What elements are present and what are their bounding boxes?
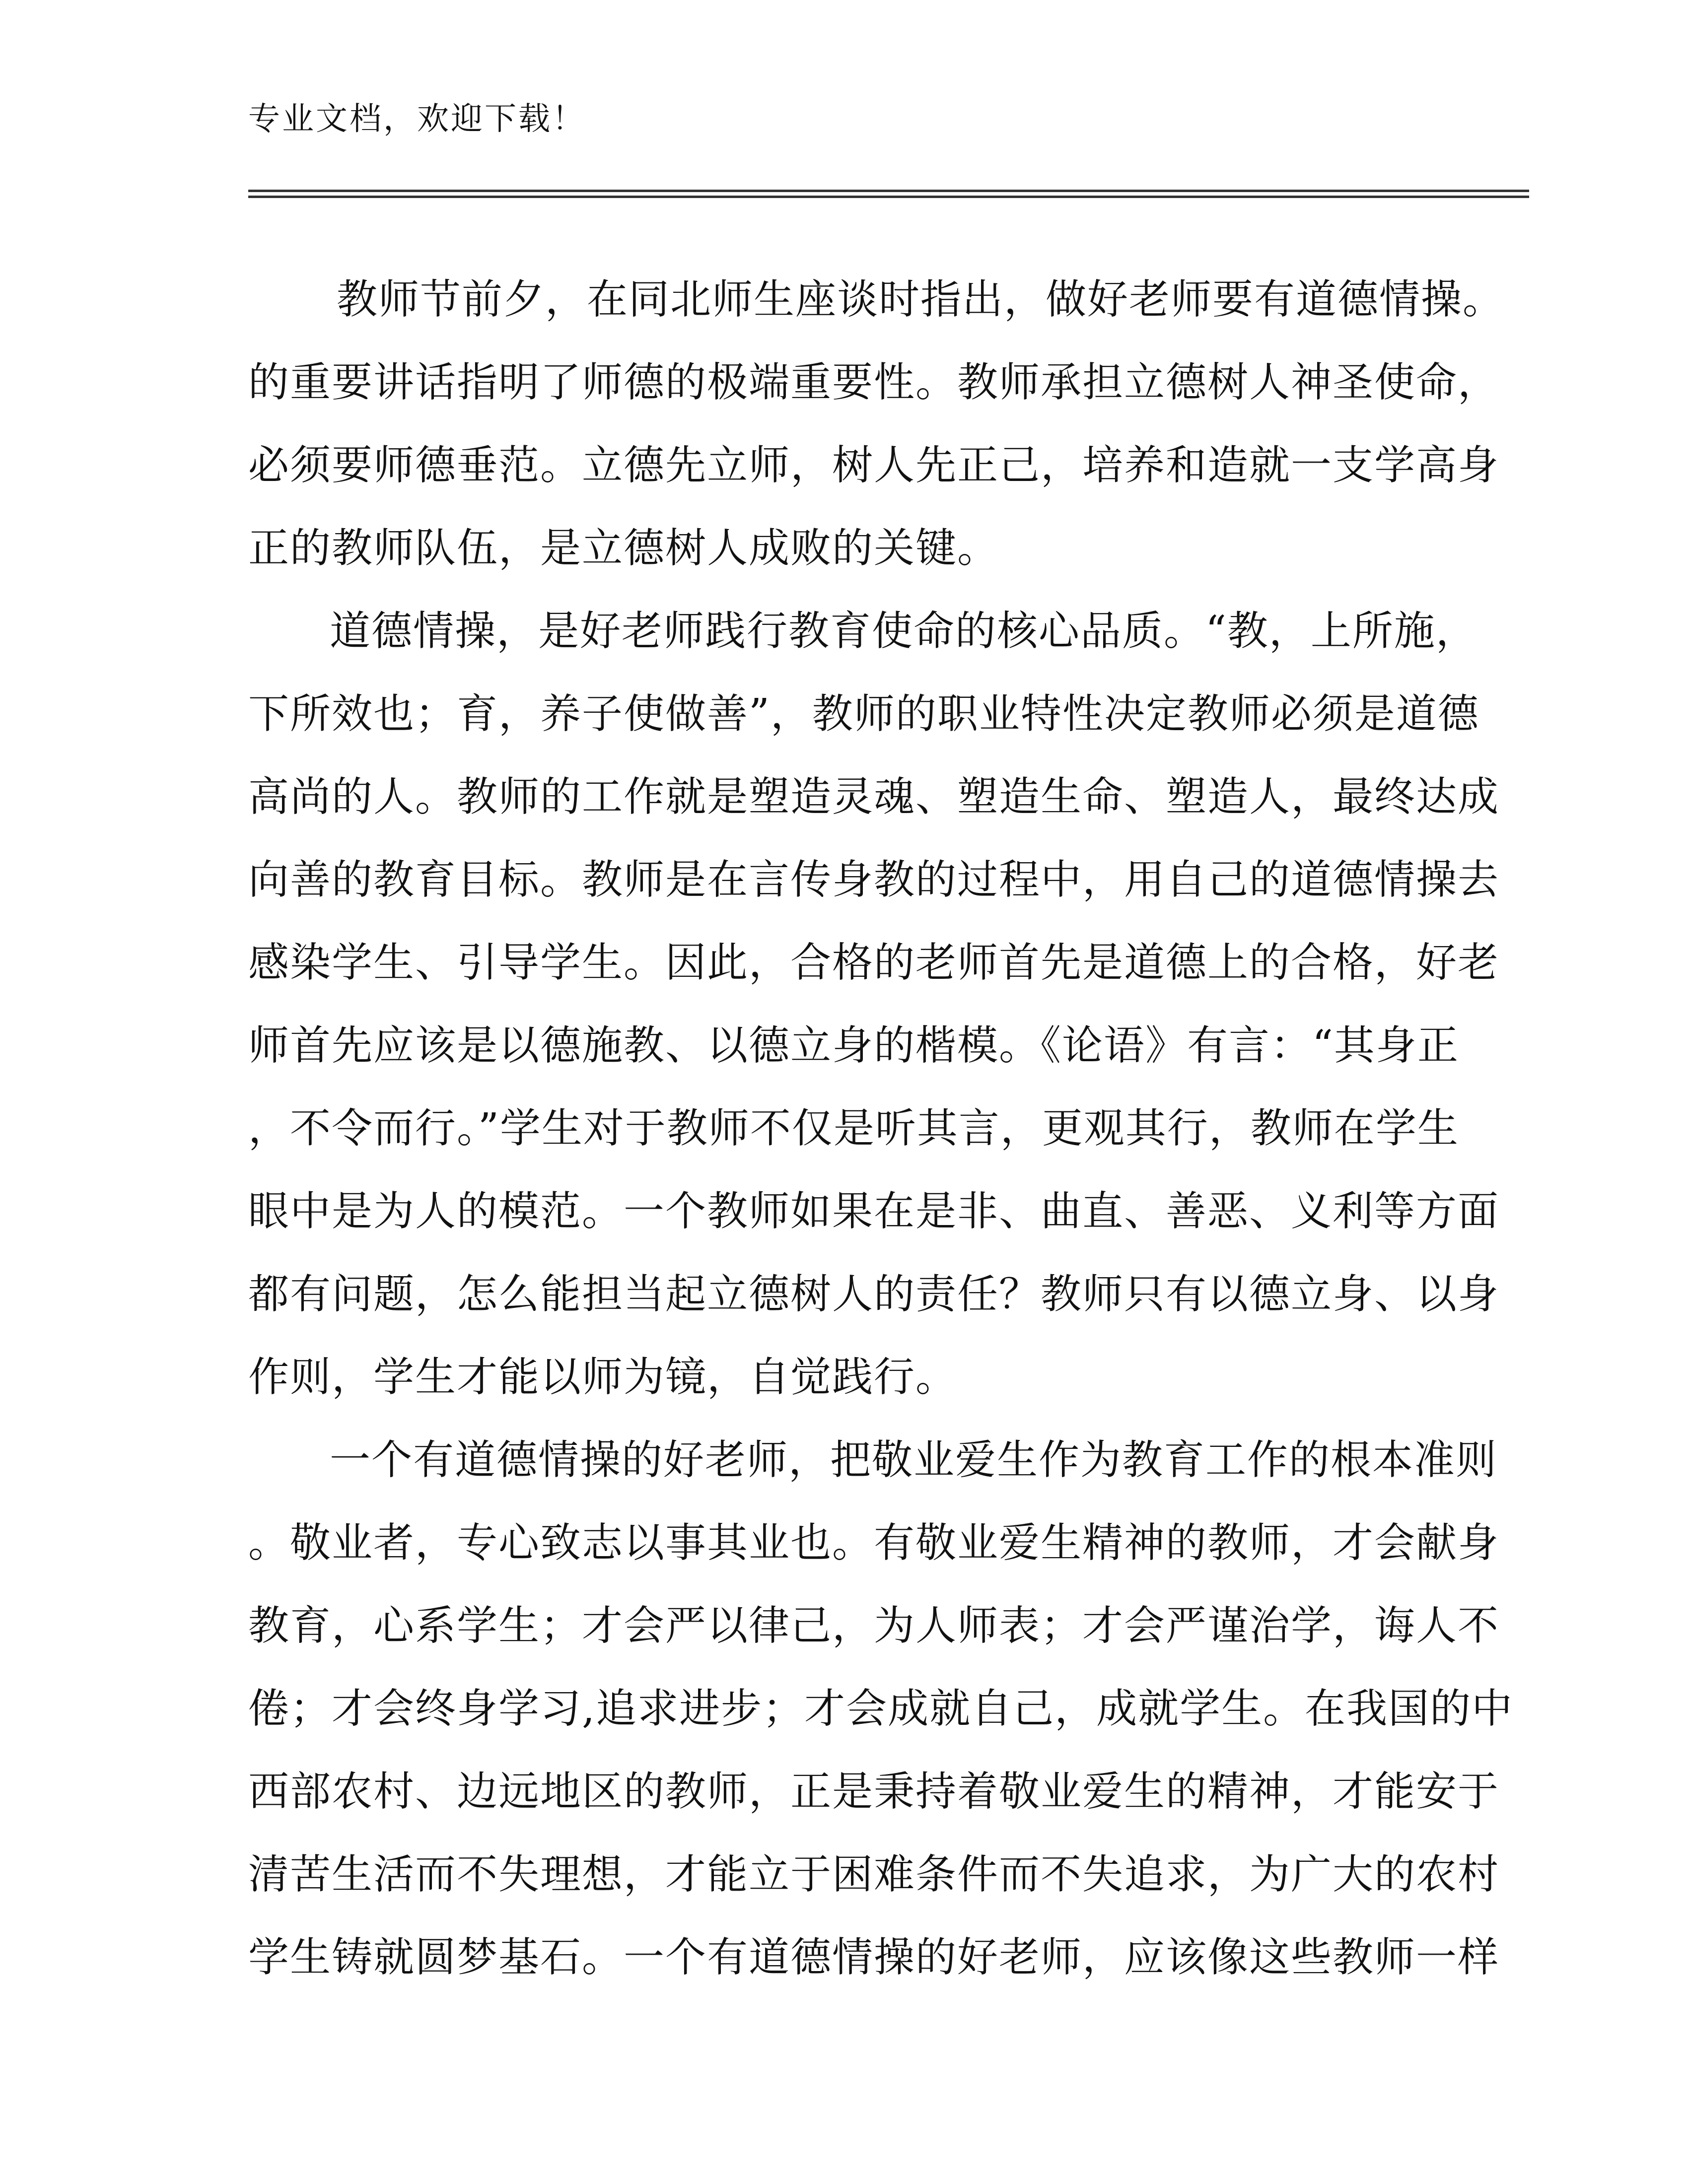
- paragraph-3-line-2: 。敬业者，专心致志以事其业也。有敬业爱生精神的教师，才会献身: [248, 1519, 1500, 1567]
- paragraph-3-line-5: 西部农村、边远地区的教师，正是秉持着敬业爱生的精神，才能安于: [248, 1768, 1500, 1815]
- paragraph-2-line-5: 感染学生、引导学生。因此，合格的老师首先是道德上的合格，好老: [248, 939, 1500, 986]
- paragraph-2-line-3: 高尚的人。教师的工作就是塑造灵魂、塑造生命、塑造人，最终达成: [248, 773, 1500, 820]
- paragraph-3-line-1: 一个有道德情操的好老师，把敬业爱生作为教育工作的根本准则: [330, 1436, 1498, 1484]
- paragraph-2-line-1: 道德情操，是好老师践行教育使命的核心品质。“教，上所施，: [330, 608, 1477, 655]
- paragraph-1-line-4: 正的教师队伍，是立德树人成败的关键。: [248, 525, 999, 572]
- paragraph-2-line-4: 向善的教育目标。教师是在言传身教的过程中，用自己的道德情操去: [248, 856, 1500, 903]
- paragraph-2-line-6: 师首先应该是以德施教、以德立身的楷模。《论语》有言：“其身正: [248, 1022, 1459, 1069]
- paragraph-1-line-2: 的重要讲话指明了师德的极端重要性。教师承担立德树人神圣使命，: [248, 359, 1500, 406]
- header-rule-bottom: [248, 196, 1529, 198]
- paragraph-2-line-10: 作则，学生才能以师为镜，自觉践行。: [248, 1354, 958, 1401]
- paragraph-2-line-9: 都有问题，怎么能担当起立德树人的责任？教师只有以德立身、以身: [248, 1271, 1500, 1318]
- paragraph-3-line-3: 教育，心系学生；才会严以律己，为人师表；才会严谨治学，诲人不: [248, 1602, 1500, 1649]
- paragraph-3-line-7: 学生铸就圆梦基石。一个有道德情操的好老师，应该像这些教师一样: [248, 1934, 1500, 1981]
- paragraph-1-line-3: 必须要师德垂范。立德先立师，树人先正己，培养和造就一支学高身: [248, 442, 1500, 489]
- paragraph-3-line-4: 倦；才会终身学习,追求进步；才会成就自己，成就学生。在我国的中: [248, 1685, 1514, 1732]
- header-rule-top: [248, 190, 1529, 192]
- paragraph-2-line-8: 眼中是为人的模范。一个教师如果在是非、曲直、善恶、义利等方面: [248, 1188, 1500, 1235]
- paragraph-2-line-2: 下所效也；育，养子使做善”，教师的职业特性决定教师必须是道德: [248, 690, 1479, 738]
- paragraph-2-line-7: ，不令而行。”学生对于教师不仅是听其言，更观其行，教师在学生: [248, 1105, 1459, 1152]
- header-title: 专业文档，欢迎下载！: [248, 101, 586, 137]
- document-body: [248, 258, 1529, 1999]
- paragraph-1-line-1: 教师节前夕，在同北师生座谈时指出，做好老师要有道德情操。: [337, 276, 1505, 323]
- paragraph-3-line-6: 清苦生活而不失理想，才能立于困难条件而不失追求，为广大的农村: [248, 1851, 1500, 1898]
